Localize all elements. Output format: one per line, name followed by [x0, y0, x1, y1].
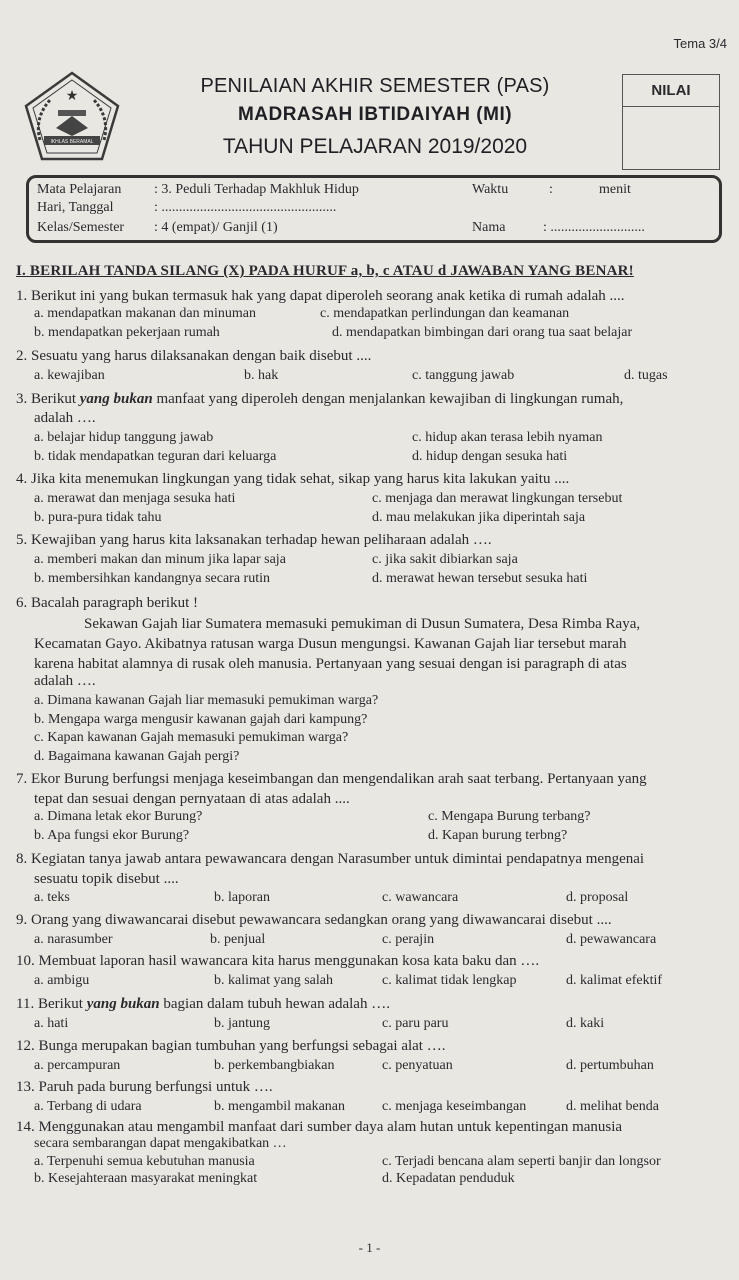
time-value: menit — [599, 182, 631, 197]
q8-option-d[interactable]: d. proposal — [566, 890, 629, 905]
question-12: 12. Bunga merupakan bagian tumbuhan yang berfungsi sebagai alat …. — [16, 1038, 446, 1054]
q2-option-d[interactable]: d. tugas — [624, 368, 668, 383]
q13-option-b[interactable]: b. mengambil makanan — [214, 1099, 346, 1114]
q3-option-c[interactable]: c. hidup akan terasa lebih nyaman — [412, 430, 603, 445]
q2-option-b[interactable]: b. hak — [244, 368, 279, 383]
q6-paragraph-line-2: Kecamatan Gayo. Akibatnya ratusan warga Dusun mengungsi. Kawanan Gajah liar tersebut marah — [34, 636, 627, 652]
q9-option-b[interactable]: b. penjual — [210, 932, 266, 947]
q6-option-a[interactable]: a. Dimana kawanan Gajah liar memasuki pemukiman warga? — [34, 693, 379, 708]
question-8-cont: sesuatu topik disebut .... — [34, 871, 179, 887]
svg-text:★: ★ — [65, 89, 79, 104]
q6-option-d[interactable]: d. Bagaimana kawanan Gajah pergi? — [34, 749, 240, 764]
q6-option-c[interactable]: c. Kapan kawanan Gajah memasuki pemukiman warga? — [34, 730, 349, 745]
page-number: - 1 - — [358, 1240, 381, 1255]
question-7: 7. Ekor Burung berfungsi menjaga keseimbangan dan mengendalikan arah saat terbang. Pertanyaan yang — [16, 771, 647, 787]
question-7-cont: tepat dan sesuai dengan pernyataan di atas adalah .... — [34, 791, 350, 807]
q9-option-c[interactable]: c. perajin — [382, 932, 435, 947]
class-value: : 4 (empat)/ Ganjil (1) — [154, 220, 278, 235]
q5-option-c[interactable]: c. jika sakit dibiarkan saja — [372, 552, 518, 567]
name-field[interactable]: : ........................... — [543, 220, 645, 235]
q4-option-b[interactable]: b. pura-pura tidak tahu — [34, 510, 162, 525]
score-label: NILAI — [623, 75, 719, 107]
q7-option-a[interactable]: a. Dimana letak ekor Burung? — [34, 809, 203, 824]
q1-option-c[interactable]: c. mendapatkan perlindungan dan keamanan — [320, 306, 570, 321]
q8-option-b[interactable]: b. laporan — [214, 890, 270, 905]
q5-option-a[interactable]: a. memberi makan dan minum jika lapar saja — [34, 552, 286, 567]
class-label: Kelas/Semester — [37, 220, 125, 235]
q4-option-c[interactable]: c. menjaga dan merawat lingkungan tersebut — [372, 491, 623, 506]
q7-option-b[interactable]: b. Apa fungsi ekor Burung? — [34, 828, 190, 843]
time-colon: : — [549, 182, 553, 197]
q12-option-b[interactable]: b. perkembangbiakan — [214, 1058, 335, 1073]
q11-option-b[interactable]: b. jantung — [214, 1016, 270, 1031]
question-9: 9. Orang yang diwawancarai disebut pewawancara sedangkan orang yang diwawancarai disebut .... — [16, 912, 612, 928]
subject-value: : 3. Peduli Terhadap Makhluk Hidup — [154, 182, 359, 197]
date-field[interactable]: : .................................................. — [154, 200, 337, 215]
q9-option-d[interactable]: d. pewawancara — [566, 932, 657, 947]
name-label: Nama — [472, 220, 506, 235]
q6-paragraph-line-4: adalah …. — [34, 673, 96, 689]
q10-option-c[interactable]: c. kalimat tidak lengkap — [382, 973, 517, 988]
q1-option-b[interactable]: b. mendapatkan pekerjaan rumah — [34, 325, 220, 340]
question-2: 2. Sesuatu yang harus dilaksanakan dengan baik disebut .... — [16, 348, 372, 364]
q14-option-b[interactable]: b. Kesejahteraan masyarakat meningkat — [34, 1171, 258, 1186]
title-line-3: TAHUN PELAJARAN 2019/2020 — [222, 135, 528, 158]
q13-option-d[interactable]: d. melihat benda — [566, 1099, 659, 1114]
question-14-cont: secara sembarangan dapat mengakibatkan … — [34, 1136, 287, 1151]
svg-text:IKHLAS BERAMAL: IKHLAS BERAMAL — [50, 139, 94, 145]
time-label: Waktu — [472, 182, 509, 197]
q10-option-d[interactable]: d. kalimat efektif — [566, 973, 663, 988]
question-3: 3. Berikut yang bukan manfaat yang diperoleh dengan menjalankan kewajiban di lingkungan rumah, — [16, 391, 624, 407]
q7-option-c[interactable]: c. Mengapa Burung terbang? — [428, 809, 591, 824]
q13-option-a[interactable]: a. Terbang di udara — [34, 1099, 142, 1114]
date-label: Hari, Tanggal — [37, 200, 114, 215]
q3-option-b[interactable]: b. tidak mendapatkan teguran dari keluarga — [34, 449, 277, 464]
question-4: 4. Jika kita menemukan lingkungan yang tidak sehat, sikap yang harus kita lakukan yaitu .... — [16, 471, 570, 487]
q5-option-d[interactable]: d. merawat hewan tersebut sesuka hati — [372, 571, 588, 586]
question-5: 5. Kewajiban yang harus kita laksanakan terhadap hewan peliharaan adalah …. — [16, 532, 492, 548]
q12-option-c[interactable]: c. penyatuan — [382, 1058, 453, 1073]
q6-paragraph-line-1: Sekawan Gajah liar Sumatera memasuki pemukiman di Dusun Sumatera, Desa Rimba Raya, — [84, 616, 641, 632]
question-8: 8. Kegiatan tanya jawab antara pewawancara dengan Narasumber untuk dimintai pendapatnya mengenai — [16, 851, 645, 867]
q12-option-a[interactable]: a. percampuran — [34, 1058, 121, 1073]
q13-option-c[interactable]: c. menjaga keseimbangan — [382, 1099, 527, 1114]
q14-option-c[interactable]: c. Terjadi bencana alam seperti banjir dan longsor — [382, 1154, 661, 1169]
section-instruction: I. BERILAH TANDA SILANG (X) PADA HURUF a, b, c ATAU d JAWABAN YANG BENAR! — [16, 263, 634, 279]
q3-option-d[interactable]: d. hidup dengan sesuka hati — [412, 449, 568, 464]
q8-option-c[interactable]: c. wawancara — [382, 890, 459, 905]
q1-option-d[interactable]: d. mendapatkan bimbingan dari orang tua saat belajar — [332, 325, 633, 340]
q5-option-b[interactable]: b. membersihkan kandangnya secara rutin — [34, 571, 270, 586]
title-line-1: PENILAIAN AKHIR SEMESTER (PAS) — [200, 75, 550, 97]
question-1: 1. Berikut ini yang bukan termasuk hak yang dapat diperoleh seorang anak ketika di rumah adalah .... — [16, 288, 625, 304]
theme-label: Tema 3/4 — [673, 36, 727, 51]
q10-option-a[interactable]: a. ambigu — [34, 973, 90, 988]
q11-option-c[interactable]: c. paru paru — [382, 1016, 449, 1031]
q14-option-d[interactable]: d. Kepadatan penduduk — [382, 1171, 515, 1186]
question-3-cont: adalah …. — [34, 410, 96, 426]
q11-option-d[interactable]: d. kaki — [566, 1016, 605, 1031]
q7-option-d[interactable]: d. Kapan burung terbng? — [428, 828, 568, 843]
q14-option-a[interactable]: a. Terpenuhi semua kebutuhan manusia — [34, 1154, 255, 1169]
q4-option-d[interactable]: d. mau melakukan jika diperintah saja — [372, 510, 586, 525]
q10-option-b[interactable]: b. kalimat yang salah — [214, 973, 333, 988]
q1-option-a[interactable]: a. mendapatkan makanan dan minuman — [34, 306, 256, 321]
q6-option-b[interactable]: b. Mengapa warga mengusir kawanan gajah dari kampung? — [34, 712, 368, 727]
q12-option-d[interactable]: d. pertumbuhan — [566, 1058, 654, 1073]
q8-option-a[interactable]: a. teks — [34, 890, 70, 905]
q2-option-a[interactable]: a. kewajiban — [34, 368, 105, 383]
q11-option-a[interactable]: a. hati — [34, 1016, 69, 1031]
question-13: 13. Paruh pada burung berfungsi untuk …. — [16, 1079, 273, 1095]
question-14: 14. Menggunakan atau mengambil manfaat dari sumber daya alam hutan untuk kepentingan manusia — [16, 1119, 623, 1135]
q4-option-a[interactable]: a. merawat dan menjaga sesuka hati — [34, 491, 236, 506]
question-6: 6. Bacalah paragraph berikut ! — [16, 595, 198, 611]
q9-option-a[interactable]: a. narasumber — [34, 932, 113, 947]
q6-paragraph-line-3: karena habitat alamnya di rusak oleh manusia. Pertanyaan yang sesuai dengan isi paragraph di atas — [34, 656, 627, 672]
question-10: 10. Membuat laporan hasil wawancara kita harus menggunakan kosa kata baku dan …. — [16, 953, 540, 969]
subject-label: Mata Pelajaran — [37, 182, 122, 197]
title-line-2: MADRASAH IBTIDAIYAH (MI) — [237, 104, 513, 125]
q3-option-a[interactable]: a. belajar hidup tanggung jawab — [34, 430, 214, 445]
q2-option-c[interactable]: c. tanggung jawab — [412, 368, 515, 383]
question-11: 11. Berikut yang bukan bagian dalam tubuh hewan adalah …. — [16, 996, 390, 1012]
